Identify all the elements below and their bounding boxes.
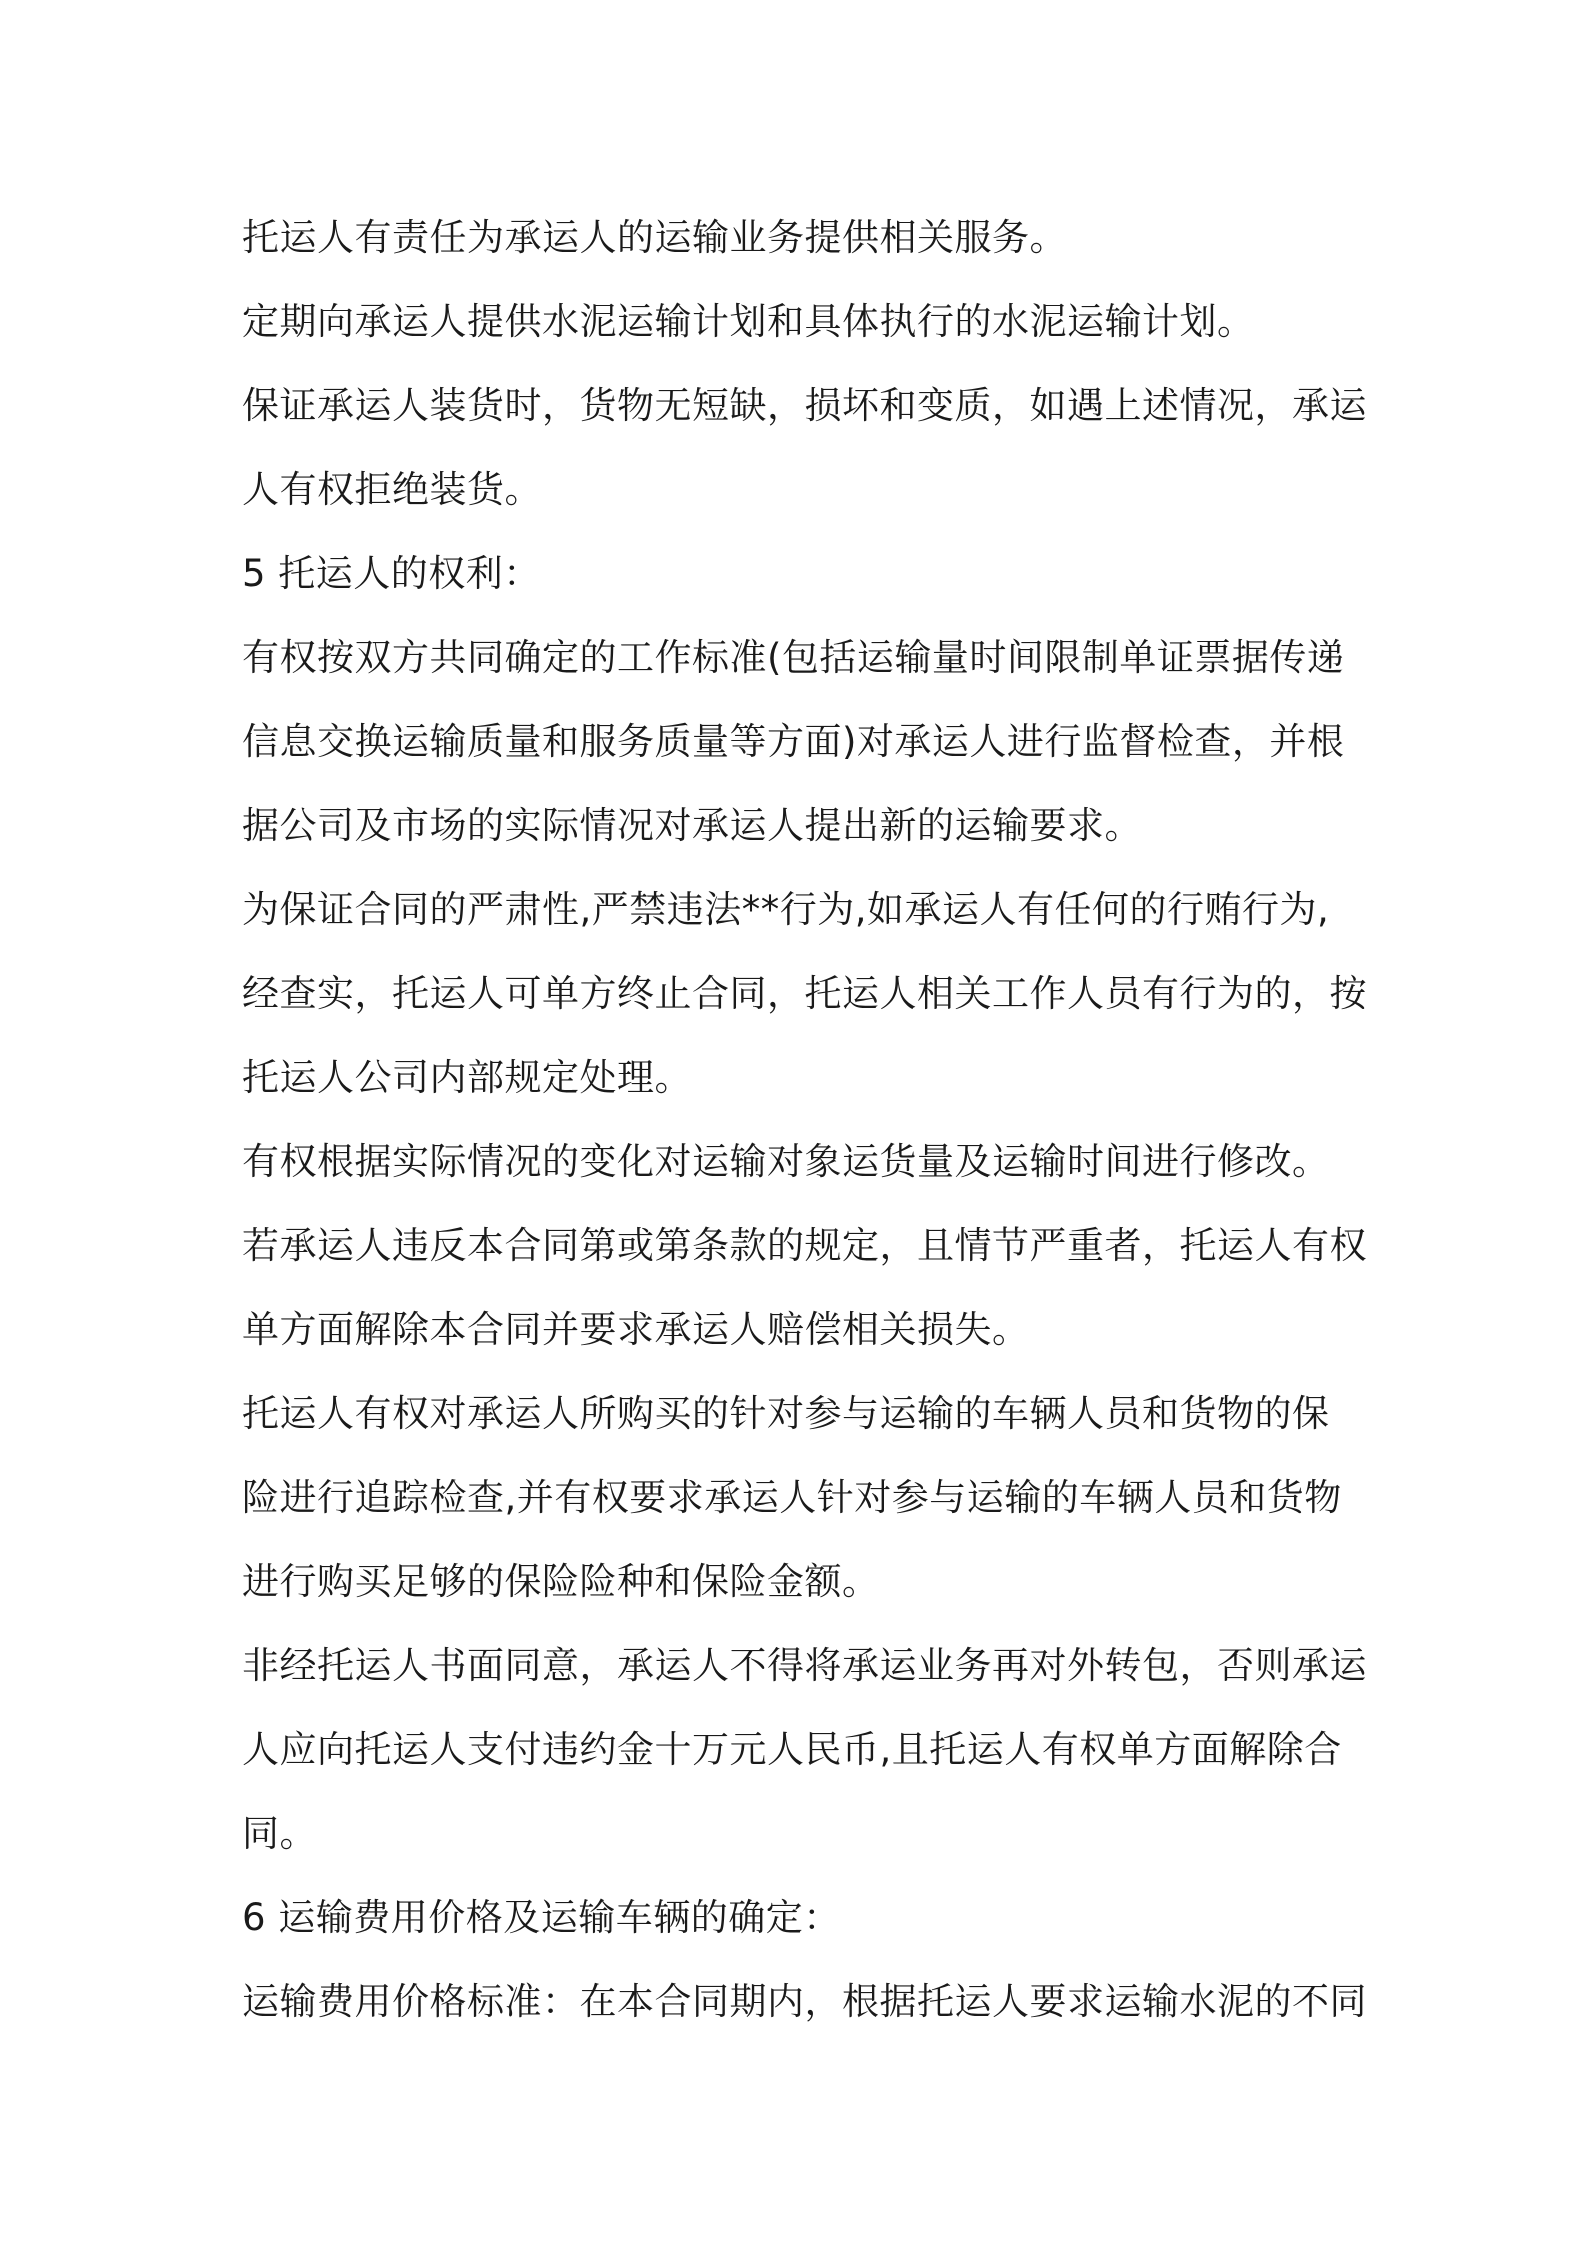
paragraph-loading-guarantee [242, 364, 1367, 532]
paragraph-carrier-service-duty [242, 196, 1362, 280]
text-line: 托运人有责任为承运人的运输业务提供相关服务。 [242, 216, 1067, 259]
text-line: 单方面解除本合同并要求承运人赔偿相关损失。 [242, 1308, 1030, 1351]
text-line: 有权根据实际情况的变化对运输对象运货量及运输时间进行修改。 [242, 1140, 1330, 1183]
text-line: 运输费用价格标准：在本合同期内，根据托运人要求运输水泥的不同 [242, 1980, 1367, 2023]
text-line: 信息交换运输质量和服务质量等方面)对承运人进行监督检查，并根 [242, 720, 1345, 763]
paragraph-modification-right [242, 1120, 1362, 1204]
paragraph-price-standard [242, 1960, 1367, 2044]
text-line: 5 托运人的权利： [242, 552, 541, 595]
text-line: 险进行追踪检查,并有权要求承运人针对参与运输的车辆人员和货物 [242, 1476, 1342, 1519]
text-line: 若承运人违反本合同第或第条款的规定，且情节严重者，托运人有权 [242, 1224, 1367, 1267]
section-heading-shipper-rights [242, 532, 1362, 616]
paragraph-subcontract-ban [242, 1624, 1367, 1876]
text-line: 定期向承运人提供水泥运输计划和具体执行的水泥运输计划。 [242, 300, 1255, 343]
text-line: 经查实，托运人可单方终止合同，托运人相关工作人员有行为的，按 [242, 972, 1367, 1015]
text-line: 据公司及市场的实际情况对承运人提出新的运输要求。 [242, 804, 1142, 847]
paragraph-insurance-check [242, 1372, 1362, 1624]
document-body [242, 196, 1367, 2044]
section-heading-freight-price [242, 1876, 1362, 1960]
paragraph-anti-bribery [242, 868, 1367, 1120]
text-line: 进行购买足够的保险险种和保险金额。 [242, 1560, 880, 1603]
paragraph-transport-plan [242, 280, 1362, 364]
paragraph-termination-right [242, 1204, 1367, 1372]
text-line: 人有权拒绝装货。 [242, 468, 542, 511]
text-line: 保证承运人装货时，货物无短缺，损坏和变质，如遇上述情况，承运 [242, 384, 1367, 427]
text-line: 有权按双方共同确定的工作标准(包括运输量时间限制单证票据传递 [242, 636, 1345, 679]
text-line: 托运人公司内部规定处理。 [242, 1056, 692, 1099]
text-line: 6 运输费用价格及运输车辆的确定： [242, 1896, 841, 1939]
paragraph-supervision-right [242, 616, 1362, 868]
text-line: 同。 [242, 1812, 317, 1855]
text-line: 非经托运人书面同意，承运人不得将承运业务再对外转包，否则承运 [242, 1644, 1367, 1687]
text-line: 为保证合同的严肃性,严禁违法**行为,如承运人有任何的行贿行为, [242, 888, 1330, 931]
text-line: 托运人有权对承运人所购买的针对参与运输的车辆人员和货物的保 [242, 1392, 1330, 1435]
text-line: 人应向托运人支付违约金十万元人民币,且托运人有权单方面解除合 [242, 1728, 1342, 1771]
